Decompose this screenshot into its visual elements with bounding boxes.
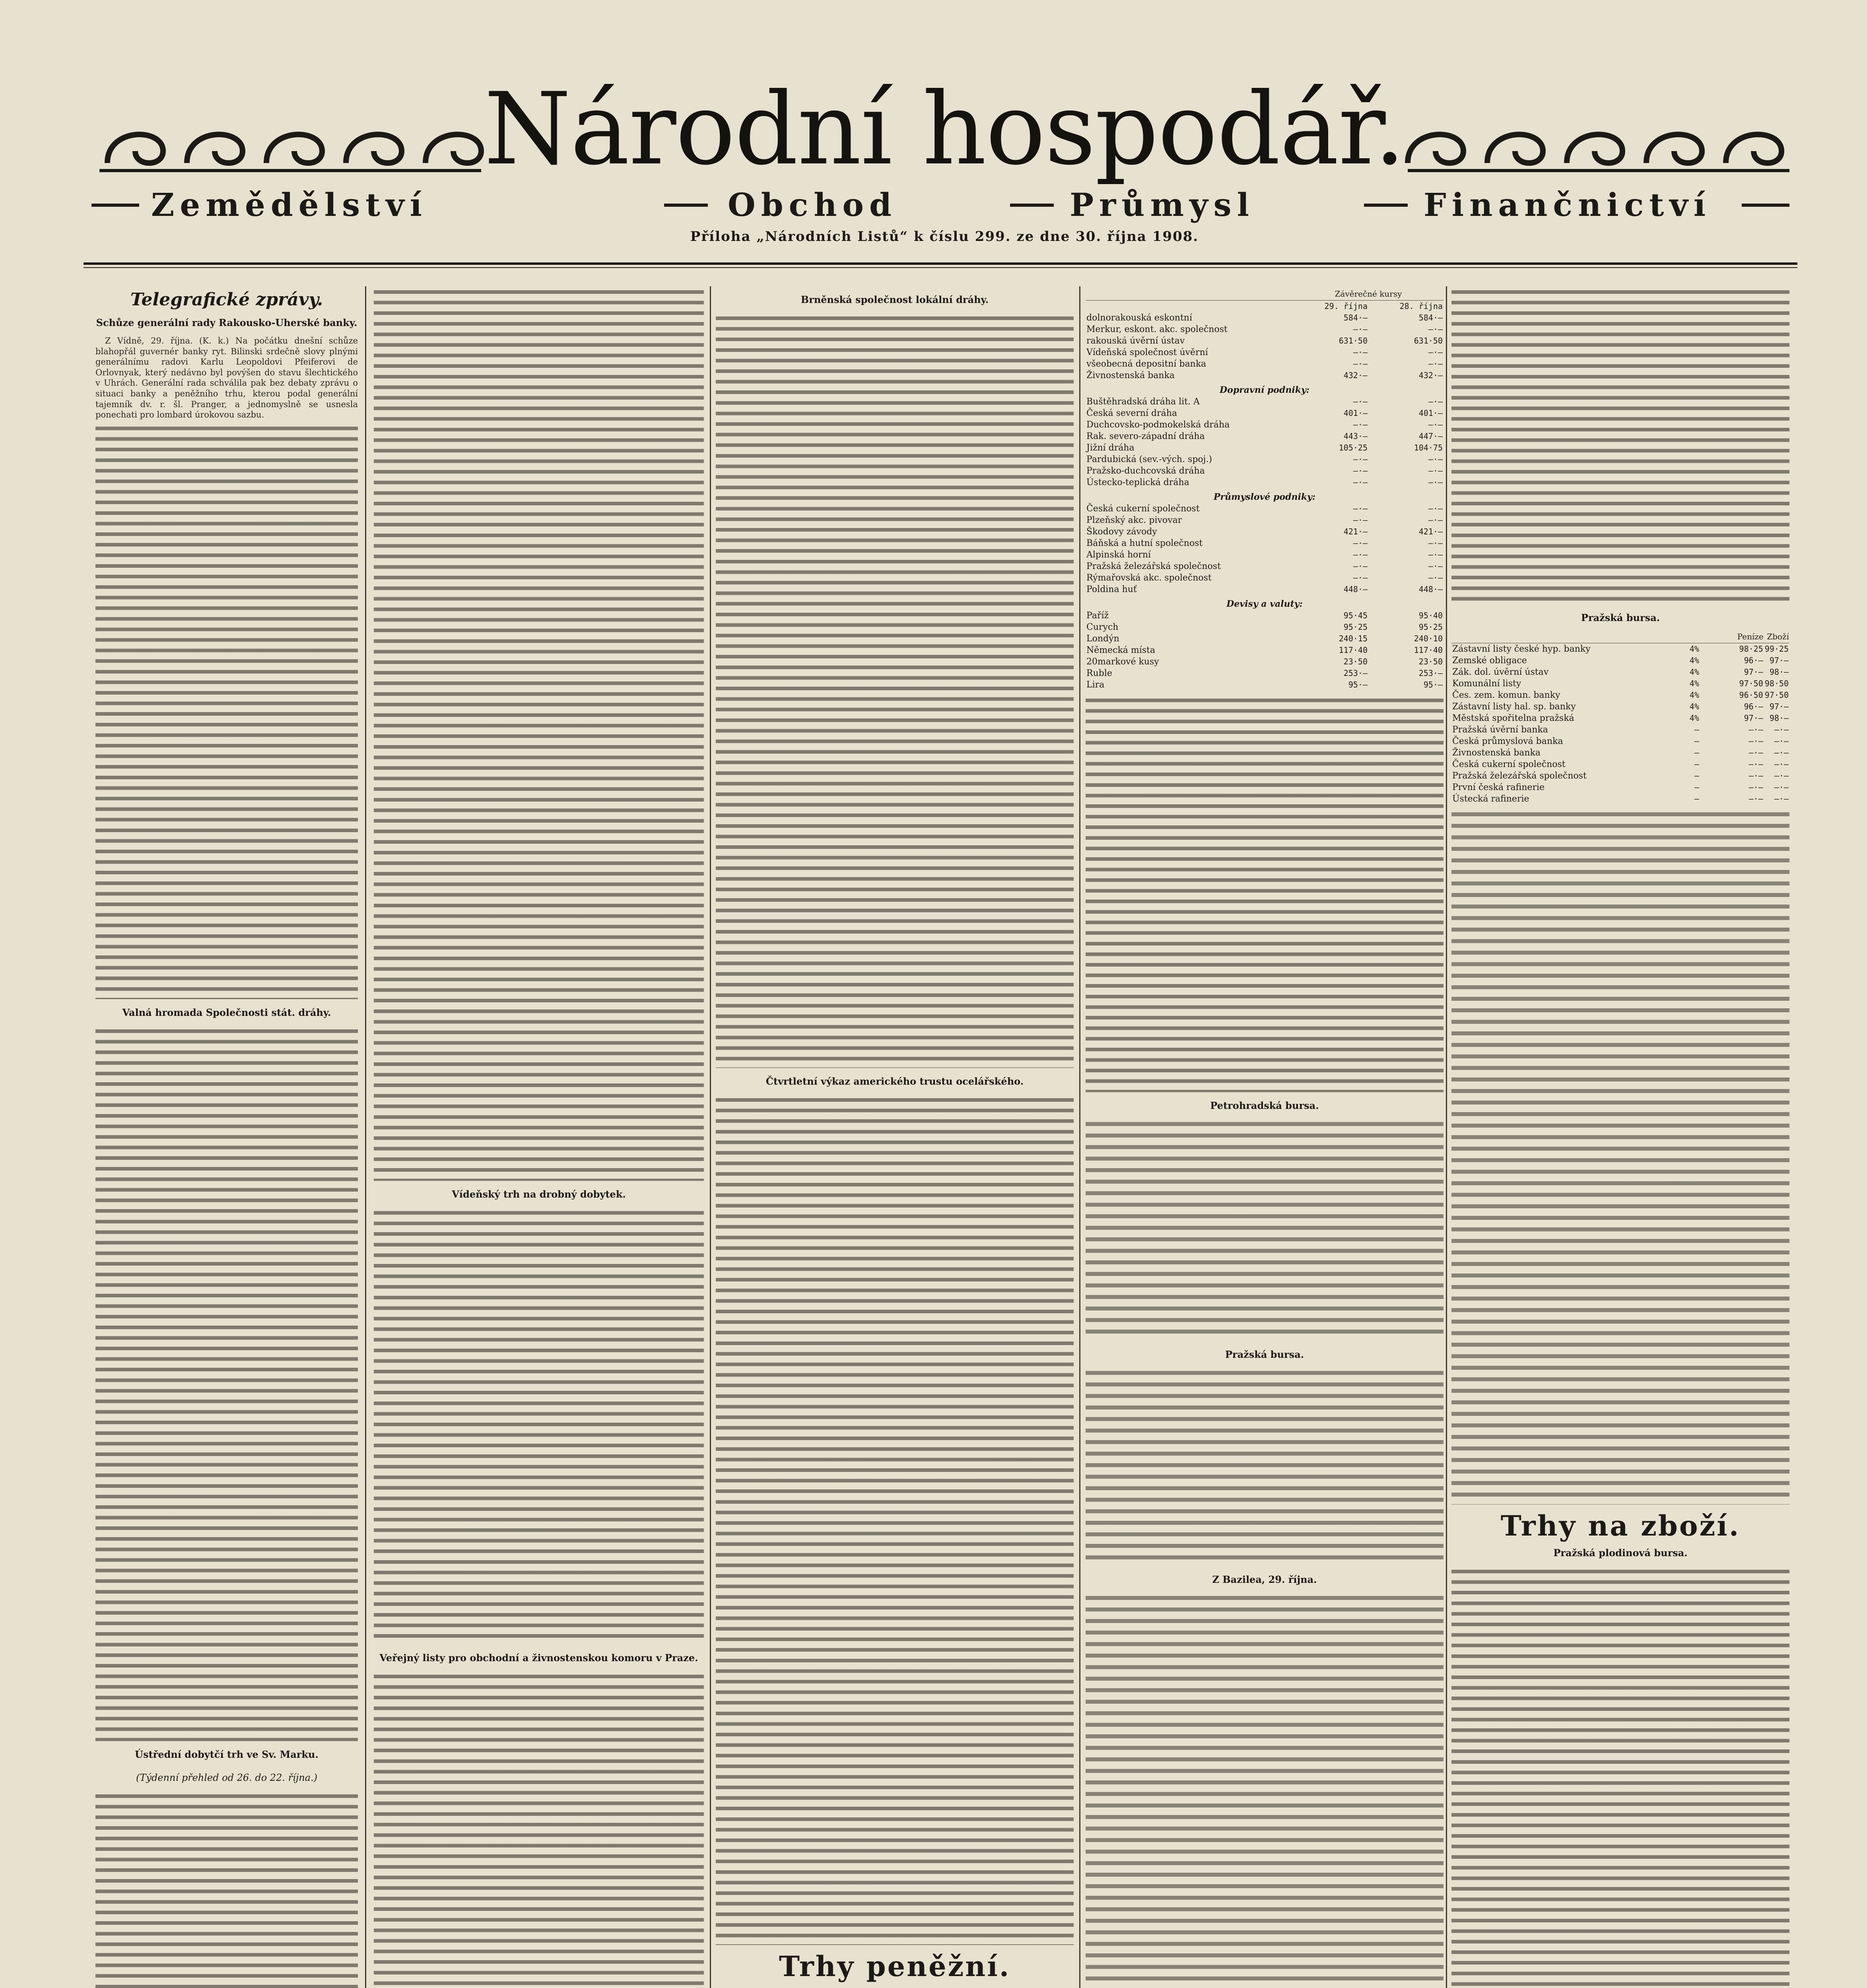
prague-exchange-table: Peníze Zboží Zástavní listy české hyp. banky 4% 98·25 99·25 Zemské obligace 4% 96·— 97·— Zák. dol. úvěrní ústav 4% 97·— 98·— Komunální listy 4% 97·50 98·50 Čes. zem. komun. banky 4% 96·50 97·50 Zástavní listy hal. sp. banky 4% 96·— 97·— Městská spořitelna pražská 4% 97·— 98·— Pražská úvěrní banka — —·— —·— Česká průmyslová banka — —·— —·— Živnostenská banka — —·— —·— Česká cukerní společnost — —·— —·— Pražská železářská společnost — —·— —·— První česká rafinerie — —·— —·— Ústecká rafinerie — —·— —·— xyxy=(1451,631,1789,805)
table-row: Komunální listy 4% 97·50 98·50 xyxy=(1452,679,1789,689)
section-label-industry: Průmysl xyxy=(1070,186,1255,223)
masthead xyxy=(91,72,1797,243)
column-2 xyxy=(374,286,704,1988)
divider-dash xyxy=(664,204,708,207)
divider-dash xyxy=(1742,204,1789,207)
subheading-basel: Z Bazilea, 29. října. xyxy=(1212,1574,1317,1585)
subheading-vienna-exchange xyxy=(716,1984,1074,1988)
table-row: Lira 95·— 95·— xyxy=(1086,680,1443,690)
section-label-agriculture: Zemědělství xyxy=(151,186,427,223)
table-row: Česká průmyslová banka — —·— —·— xyxy=(1452,736,1789,746)
table-row: Ústecko-teplická dráha —·— —·— xyxy=(1086,478,1443,487)
table-row: Poldina huť 448·— 448·— xyxy=(1086,584,1443,594)
article-body-text xyxy=(716,313,1074,1068)
table-row: Curych 95·25 95·25 xyxy=(1086,622,1443,632)
column-5 xyxy=(1451,286,1789,1988)
column-4 xyxy=(1086,286,1443,1988)
article-body-text xyxy=(1451,286,1789,604)
section-label-trade: Obchod xyxy=(728,186,897,223)
subheading-brno-local-railway: Brněnská společnost lokální dráhy. xyxy=(800,294,989,305)
subheading-state-railway-meeting: Valná hromada Společnosti stát. dráhy. xyxy=(122,1006,331,1018)
divider-dash xyxy=(1364,204,1408,207)
article-body-text xyxy=(716,1094,1074,1945)
table-row: Česká severní dráha 401·— 401·— xyxy=(1086,408,1443,418)
column-rule xyxy=(710,286,711,1988)
heading-commodity-markets: Trhy na zboží. xyxy=(1500,1509,1741,1542)
table-row: všeobecná depositní banka —·— —·— xyxy=(1086,359,1443,369)
table-continuation xyxy=(1086,1118,1443,1341)
subheading-chamber-commerce: Veřejný listy pro obchodní a živnostenskou komoru v Praze. xyxy=(379,1652,698,1664)
article-body-text xyxy=(374,286,704,1181)
column-3 xyxy=(716,286,1074,1988)
table-continuation xyxy=(1451,809,1789,1505)
heading-telegraph-news: Telegrafické zprávy. xyxy=(130,289,323,310)
table-row: Pražsko-duchcovská dráha —·— —·— xyxy=(1086,466,1443,476)
table-row: Živnostenská banka 432·— 432·— xyxy=(1086,371,1443,381)
subheading-prague-exchange: Pražská bursa. xyxy=(1225,1349,1304,1360)
table-row: Ruble 253·— 253·— xyxy=(1086,668,1443,678)
table-row: Ústecká rafinerie — —·— —·— xyxy=(1452,794,1789,804)
subheading-vienna-small-livestock: Vídeňský trh na drobný dobytek. xyxy=(452,1188,626,1200)
table-row: Živnostenská banka — —·— —·— xyxy=(1452,748,1789,758)
heading-money-markets: Trhy peněžní. xyxy=(779,1950,1011,1983)
table-row: Pražská železářská společnost — —·— —·— xyxy=(1452,771,1789,781)
masthead-rule xyxy=(84,262,1797,265)
subheading-prague-exchange-col5: Pražská bursa. xyxy=(1581,612,1660,623)
table-row: Báňská a hutní společnost —·— —·— xyxy=(1086,538,1443,548)
masthead-rule-thin xyxy=(84,267,1797,268)
divider-dash xyxy=(91,204,139,207)
table-row: dolnorakouská eskontní 584·— 584·— xyxy=(1086,313,1443,323)
table-row: Škodovy závody 421·— 421·— xyxy=(1086,527,1443,537)
subheading-bank-council: Schůze generální rady Rakousko-Uherské banky. xyxy=(96,317,357,328)
table-row: Plzeňský akc. pivovar —·— —·— xyxy=(1086,515,1443,525)
table-row: Paříž 95·45 95·40 xyxy=(1086,611,1443,621)
table-row: Rak. severo-západní dráha 443·— 447·— xyxy=(1086,431,1443,441)
table-row: Merkur, eskont. akc. společnost —·— —·— xyxy=(1086,324,1443,334)
column-rule xyxy=(1446,286,1447,1988)
table-row: Vídeňská společnost úvěrní —·— —·— xyxy=(1086,348,1443,357)
table-row: Pražská železářská společnost —·— —·— xyxy=(1086,561,1443,571)
article-body-text xyxy=(95,1790,358,1988)
table-row: Alpinská horní —·— —·— xyxy=(1086,550,1443,560)
article-body-text xyxy=(95,1025,358,1741)
table-row: Česká cukerní společnost —·— —·— xyxy=(1086,504,1443,514)
table-row: První česká rafinerie — —·— —·— xyxy=(1452,782,1789,792)
section-label-finance: Finančnictví xyxy=(1424,186,1712,223)
article-body-text xyxy=(374,1671,704,1988)
table-row: Zástavní listy hal. sp. banky 4% 96·— 97·— xyxy=(1452,702,1789,712)
table-row: Pražská úvěrní banka — —·— —·— xyxy=(1452,725,1789,735)
table-continuation xyxy=(1086,1592,1443,1988)
table-row: Pardubická (sev.-vých. spoj.) —·— —·— xyxy=(1086,454,1443,464)
supplement-line: Příloha „Národních Listů“ k číslu 299. ze dne 30. října 1908. xyxy=(690,229,1199,245)
article-body-text xyxy=(374,1207,704,1644)
table-row: Německá místa 117·40 117·40 xyxy=(1086,645,1443,655)
column-rule xyxy=(1079,286,1080,1988)
table-row: Duchcovsko-podmokelská dráha —·— —·— xyxy=(1086,420,1443,430)
table-row: Zástavní listy české hyp. banky 4% 98·25 99·25 xyxy=(1452,644,1789,654)
newspaper-title: Národní hospodář. xyxy=(484,71,1405,187)
divider-dash xyxy=(1010,204,1054,207)
subheading-weekly-review: (Týdenní přehled od 26. do 22. října.) xyxy=(136,1772,317,1783)
table-row: Rýmařovská akc. společnost —·— —·— xyxy=(1086,573,1443,583)
table-row: Městská spořitelna pražská 4% 97·— 98·— xyxy=(1452,713,1789,723)
table-row: Česká cukerní společnost — —·— —·— xyxy=(1452,759,1789,769)
column-rule xyxy=(365,286,366,1988)
article-body-text xyxy=(95,423,358,999)
article-body-text xyxy=(1451,1566,1789,1988)
table-row: 20markové kusy 23·50 23·50 xyxy=(1086,657,1443,667)
table-row: Buštěhradská dráha lit. A —·— —·— xyxy=(1086,397,1443,407)
subheading-cattle-market: Ústřední dobytčí trh ve Sv. Marku. xyxy=(135,1748,319,1760)
subheading-petersburg-exchange: Petrohradská bursa. xyxy=(1210,1100,1319,1111)
subheading-steel-trust-report: Čtvrtletní výkaz amerického trustu ocelářského. xyxy=(765,1076,1024,1087)
section-row xyxy=(91,187,1797,223)
column-1 xyxy=(95,286,358,1988)
table-row: Zák. dol. úvěrní ústav 4% 97·— 98·— xyxy=(1452,667,1789,677)
table-continuation xyxy=(1086,1367,1443,1566)
table-row: Jižní dráha 105·25 104·75 xyxy=(1086,443,1443,453)
table-row: Londýn 240·15 240·10 xyxy=(1086,634,1443,644)
table-row: Čes. zem. komun. banky 4% 96·50 97·50 xyxy=(1452,690,1789,700)
exchange-table-banks: Závěrečné kursy 29. října 28. října dolnorakouská eskontní 584·— 584·— Merkur, eskont. akc. společnost —·— —·— rakouská úvěrní ústav 631·50 631·50 Vídeňská společnost úvěrní —·— —·— všeobecná depositní banka —·— —·— Živnostenská banka 432·— 432·— Dopravní podniky: Buštěhradská dráha lit. A —·— —·— Česká severní dráha 401·— 401·— Duchcovsko-podmokelská dráha —·— —·— Rak. severo-západní dráha 443·— 447·— Jižní dráha 105·25 104·75 Pardubická (sev.-vých. spoj.) —·— —·— Pražsko-duchcovská dráha —·— —·— Ústecko-teplická dráha —·— —·— Průmyslové podniky: Česká cukerní společnost —·— —·— Plzeňský akc. pivovar —·— —·— Škodovy závody 421·— 421·— Báňská a hutní společnost —·— —·— Alpinská horní —·— —·— Pražská železářská společnost —·— —·— Rýmařovská akc. společnost —·— —·— Poldina huť 448·— 448·— Devisy a valuty: Paříž 95·45 95·40 Curych 95·25 95·25 Londýn 240·15 240·10 Německá místa 117·40 117·40 20markové kusy 23·50 23·50 Ruble 253·— 253·— Lira 95·— 95·— xyxy=(1086,288,1443,691)
subheading-prague-produce-exchange: Pražská plodinová bursa. xyxy=(1553,1547,1688,1559)
table-row: Zemské obligace 4% 96·— 97·— xyxy=(1452,656,1789,666)
article-paragraph: Z Vídně, 29. října. (K. k.) Na počátku dnešní schůze blahopřál guvernér banky ryt. Bilinski srdečně slovy plnými generálnímu radovi Karlu Leopoldovi Pfeiferovi de Orlovnyak, který nedávno byl povýšen do stavu šlechtického v Uhrách. Generální rada schválila pak bez debaty zprávu o situaci banky a peněžního trhu, kterou podal generální tajemník dv. r. šl. Pranger, a jednomyslně se usnesla ponechati pro lombard úrokovou sazbu. xyxy=(95,336,358,420)
table-row: rakouská úvěrní ústav 631·50 631·50 xyxy=(1086,336,1443,346)
article-body-text xyxy=(1086,695,1443,1092)
